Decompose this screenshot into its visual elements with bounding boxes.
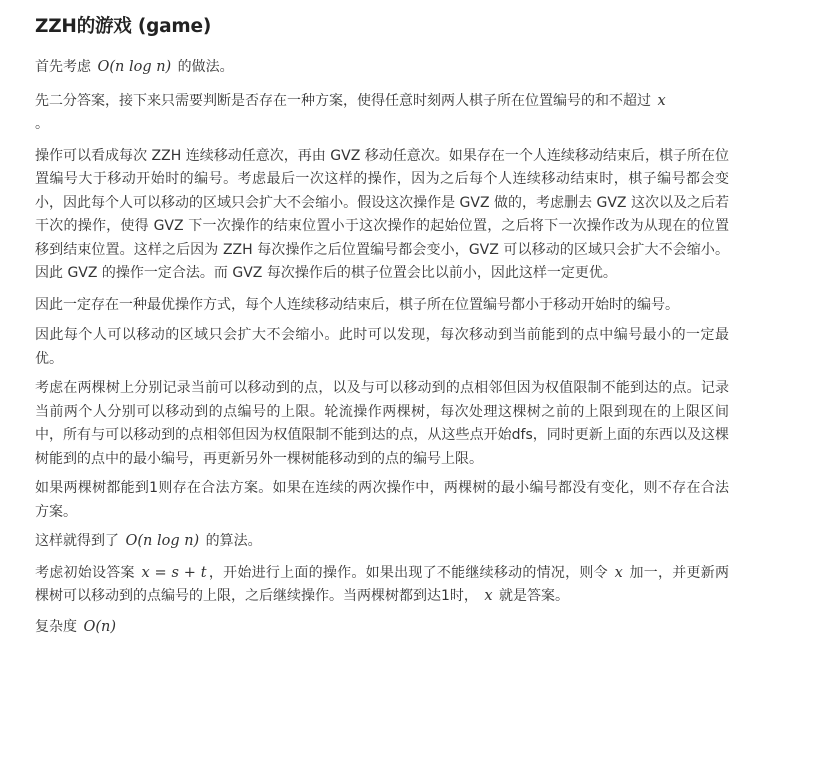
text: 就是答案。 [494, 588, 569, 604]
text: 这样就得到了 [35, 533, 124, 549]
math-x: x [657, 92, 666, 109]
paragraph-termination: 如果两棵树都能到1则存在合法方案。如果在连续的两次操作中，两棵树的最小编号都没有变化，则不存在合法方案。 [35, 480, 729, 520]
article [35, 12, 729, 651]
paragraph-greedy: 因此每个人可以移动的区域只会扩大不会缩小。此时可以发现，每次移动到当前能到的点中编号最小的一定最优。 [35, 327, 729, 367]
math-complexity: O(n) [83, 618, 116, 635]
paragraph-improvement [35, 562, 729, 609]
paragraph-result [35, 530, 729, 554]
math-x: x [614, 564, 623, 581]
paragraph-approach [35, 56, 729, 80]
paragraph-binary-search [35, 90, 729, 137]
paragraph-operations: 操作可以看成每次 ZZH 连续移动任意次，再由 GVZ 移动任意次。如果存在一个人连续移动结束后，棋子所在位置编号大于移动开始时的编号。考虑最后一次这样的操作，因为之后每个人连续移动结束时，棋子编号都会变小，因此每个人可以移动的区域只会扩大不会缩小。假设这次操作是 GVZ 做的，考虑删去 GVZ 这次以及之后若干次的操作，使得 GVZ 下一次操作的结束位置小于这次操作的起始位置，之后将下一次操作改为从现在的位置移到结束位置。这样之后因为 ZZH 每次操作之后位置编号都会变小，GVZ 可以移动的区域只会扩大不会缩小。因此 GVZ 的操作一定合法。而 GVZ 每次操作后的棋子位置会比以前小，因此这样一定更优。 [35, 147, 729, 281]
paragraph-complexity [35, 616, 729, 640]
math-complexity: O(n log n) [125, 533, 200, 549]
page-title: ZZH的游戏 (game) [35, 16, 212, 37]
paragraph-tree-simulation: 考虑在两棵树上分别记录当前可以移动到的点，以及与可以移动到的点相邻但因为权值限制不能到达的点。记录当前两个人分别可以移动到的点编号的上限。轮流操作两棵树，每次处理这棵树之前的上限到现在的上限区间中，所有与可以移动到的点相邻但因为权值限制不能到达的点，从这些点开始dfs，同时更新上面的东西以及这棵树能到的点中的最小编号，再更新另外一棵树能移动到的点的编号上限。 [35, 380, 729, 467]
text: 先二分答案，接下来只需要判断是否存在一种方案，使得任意时刻两人棋子所在位置编号的和不超过 [35, 92, 656, 109]
math-complexity: O(n log n) [97, 59, 172, 75]
text: ，开始进行上面的操作。如果出现了不能继续移动的情况，则令 [208, 564, 613, 581]
text: 考虑初始设答案 [35, 564, 140, 581]
text: 的做法。 [173, 59, 234, 75]
text: 首先考虑 [35, 59, 96, 75]
math-initial-answer: x = s + t [141, 564, 207, 581]
text: 。 [35, 116, 49, 132]
text: 复杂度 [35, 618, 82, 635]
text: 加一，并更新两棵树可以移动到的点编号的上限，之后继续操作。当两棵树都到达1时， [35, 564, 729, 604]
text: 的算法。 [201, 533, 262, 549]
paragraph-optimal-strategy: 因此一定存在一种最优操作方式，每个人连续移动结束后，棋子所在位置编号都小于移动开始时的编号。 [35, 296, 679, 313]
math-x: x [484, 588, 493, 604]
